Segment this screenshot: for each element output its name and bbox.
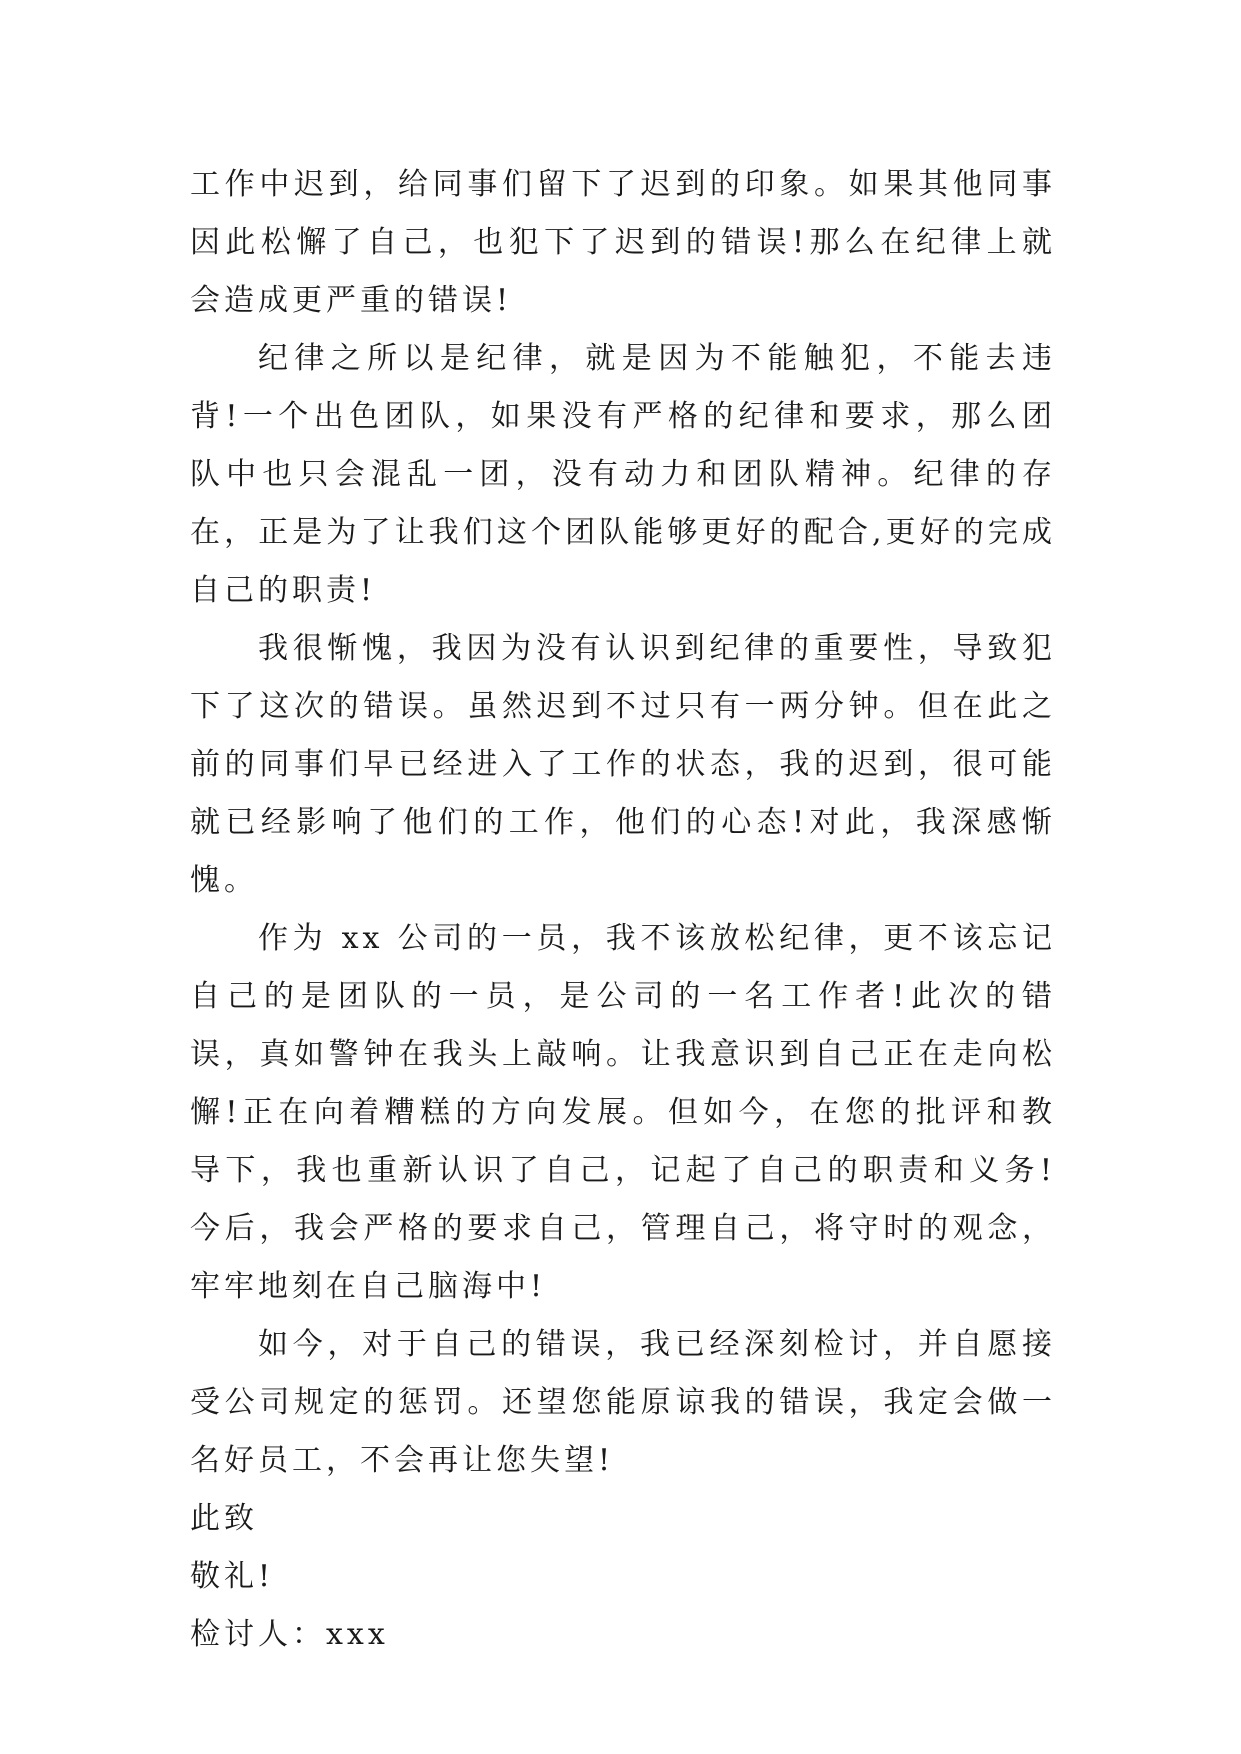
signature-line: 检讨人：xxx (190, 1617, 389, 1652)
paragraph-1: 工作中迟到，给同事们留下了迟到的印象。如果其他同事因此松懈了自己，也犯下了迟到的错误!那么在纪律上就会造成更严重的错误! (190, 167, 1056, 318)
document-body (190, 156, 1056, 1664)
closing-salutation-1: 此致 (190, 1501, 258, 1536)
paragraph-5: 如今，对于自己的错误，我已经深刻检讨，并自愿接受公司规定的惩罚。还望您能原谅我的错误，我定会做一名好员工，不会再让您失望! (190, 1327, 1056, 1478)
paragraph-2: 纪律之所以是纪律，就是因为不能触犯，不能去违背!一个出色团队，如果没有严格的纪律和要求，那么团队中也只会混乱一团，没有动力和团队精神。纪律的存在，正是为了让我们这个团队能够更好的配合,更好的完成自己的职责! (190, 341, 1056, 608)
paragraph-3: 我很惭愧，我因为没有认识到纪律的重要性，导致犯下了这次的错误。虽然迟到不过只有一两分钟。但在此之前的同事们早已经进入了工作的状态，我的迟到，很可能就已经影响了他们的工作，他们的心态!对此，我深感惭愧。 (190, 631, 1056, 898)
paragraph-4: 作为 xx 公司的一员，我不该放松纪律，更不该忘记自己的是团队的一员，是公司的一名工作者!此次的错误，真如警钟在我头上敲响。让我意识到自己正在走向松懈!正在向着糟糕的方向发展。但如今，在您的批评和教导下，我也重新认识了自己，记起了自己的职责和义务!今后，我会严格的要求自己，管理自己，将守时的观念，牢牢地刻在自己脑海中! (190, 921, 1056, 1304)
closing-salutation-2: 敬礼! (190, 1559, 275, 1594)
